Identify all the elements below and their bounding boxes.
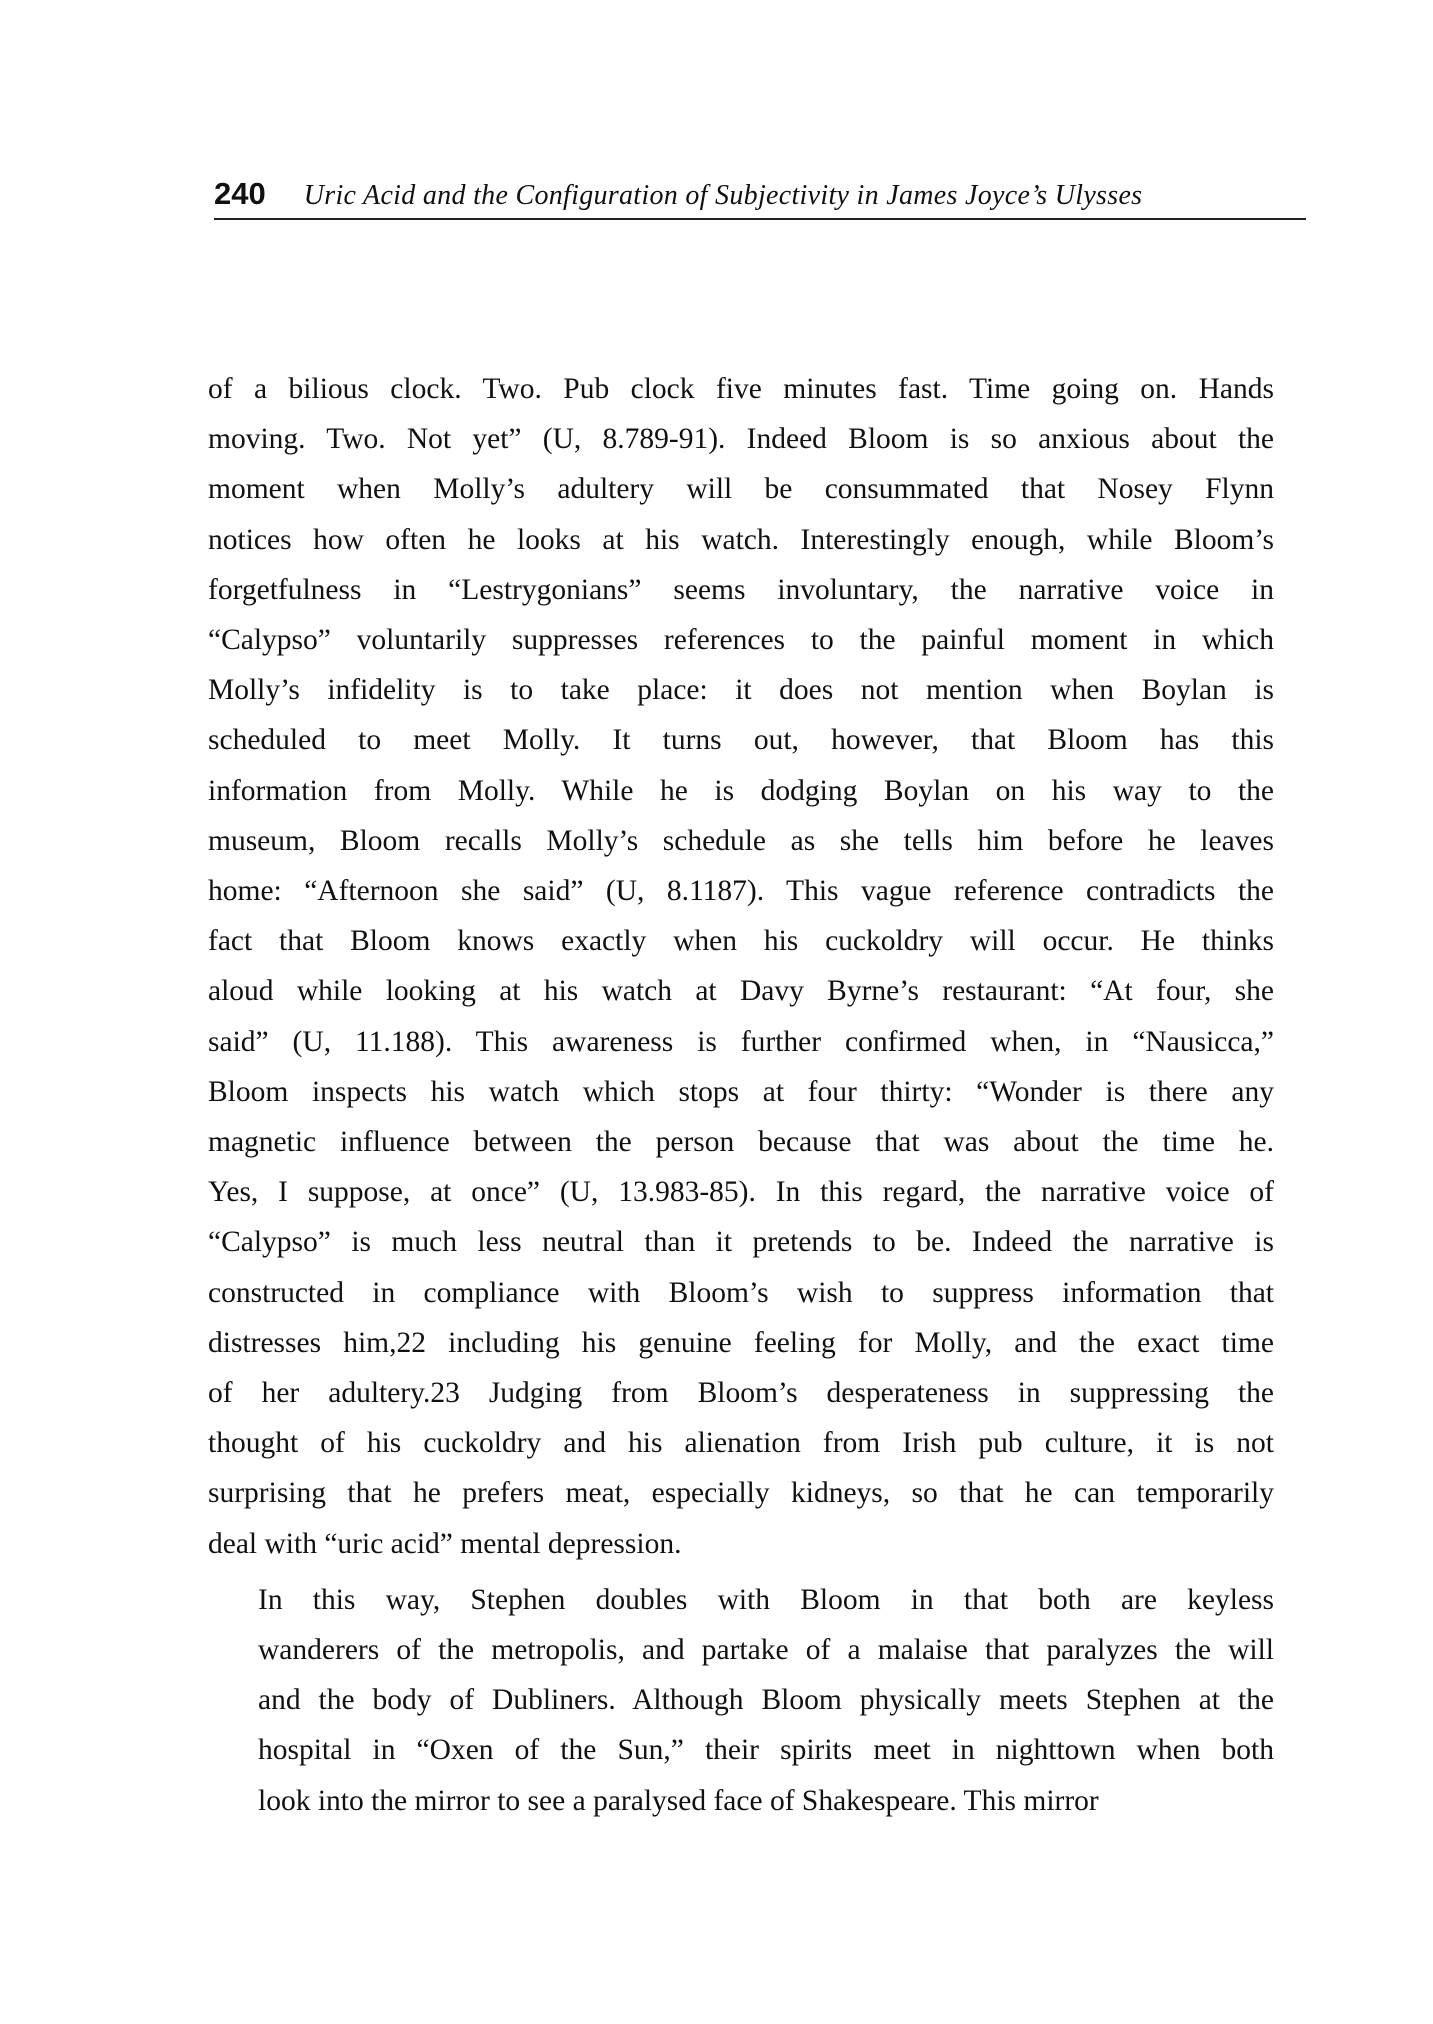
text-line: home: “Afternoon she said” (U, 8.1187). This vague reference contradicts the xyxy=(208,875,1274,908)
text-line: of a bilious clock. Two. Pub clock five minutes fast. Time going on. Hands xyxy=(208,373,1274,405)
text-line: aloud while looking at his watch at Davy Byrne’s restaurant: “At four, she xyxy=(208,975,1274,1008)
text-line: of her adultery.23 Judging from Bloom’s desperateness in suppressing the xyxy=(208,1377,1274,1410)
text-line: Yes, I suppose, at once” (U, 13.983-85). In this regard, the narrative voice of xyxy=(208,1176,1274,1209)
paragraph xyxy=(208,364,1274,1569)
text-line: said” (U, 11.188). This awareness is further confirmed when, in “Nausicca,” xyxy=(208,1025,1274,1058)
text-line: surprising that he prefers meat, especially kidneys, so that he can temporarily xyxy=(208,1477,1274,1510)
text-line: Molly’s infidelity is to take place: it does not mention when Boylan is xyxy=(208,674,1274,707)
text-line: look into the mirror to see a paralysed face of Shakespeare. This mirror xyxy=(258,1784,1099,1817)
text-line: deal with “uric acid” mental depression. xyxy=(208,1527,682,1560)
text-line: constructed in compliance with Bloom’s wish to suppress information that xyxy=(208,1276,1274,1309)
text-line: information from Molly. While he is dodging Boylan on his way to the xyxy=(208,774,1274,807)
text-line: hospital in “Oxen of the Sun,” their spirits meet in nighttown when both xyxy=(258,1734,1274,1767)
page-number: 240 xyxy=(214,176,266,211)
body-text xyxy=(208,364,1274,1826)
text-line: forgetfulness in “Lestrygonians” seems involuntary, the narrative voice in xyxy=(208,573,1274,606)
paragraph xyxy=(208,1575,1274,1826)
text-line: magnetic influence between the person because that was about the time he. xyxy=(208,1126,1274,1159)
text-line: moment when Molly’s adultery will be consummated that Nosey Flynn xyxy=(208,473,1274,506)
text-line: wanderers of the metropolis, and partake of a malaise that paralyzes the will xyxy=(258,1634,1274,1667)
text-line: museum, Bloom recalls Molly’s schedule as she tells him before he leaves xyxy=(208,824,1274,857)
text-line: thought of his cuckoldry and his alienation from Irish pub culture, it is not xyxy=(208,1427,1274,1460)
text-line: distresses him,22 including his genuine feeling for Molly, and the exact time xyxy=(208,1326,1274,1359)
text-line: moving. Two. Not yet” (U, 8.789-91). Indeed Bloom is so anxious about the xyxy=(208,423,1274,456)
text-line: In this way, Stephen doubles with Bloom in that both are keyless xyxy=(258,1583,1274,1616)
text-line: scheduled to meet Molly. It turns out, however, that Bloom has this xyxy=(208,724,1274,757)
text-line: and the body of Dubliners. Although Bloom physically meets Stephen at the xyxy=(258,1684,1274,1717)
running-title: Uric Acid and the Configuration of Subjectivity in James Joyce’s Ulysses xyxy=(303,180,1143,211)
text-line: fact that Bloom knows exactly when his cuckoldry will occur. He thinks xyxy=(208,925,1274,958)
text-line: Bloom inspects his watch which stops at four thirty: “Wonder is there any xyxy=(208,1075,1274,1108)
text-line: “Calypso” is much less neutral than it pretends to be. Indeed the narrative is xyxy=(208,1226,1274,1259)
running-header xyxy=(214,176,1306,220)
text-line: notices how often he looks at his watch. Interestingly enough, while Bloom’s xyxy=(208,523,1274,556)
text-line: “Calypso” voluntarily suppresses references to the painful moment in which xyxy=(208,624,1274,657)
